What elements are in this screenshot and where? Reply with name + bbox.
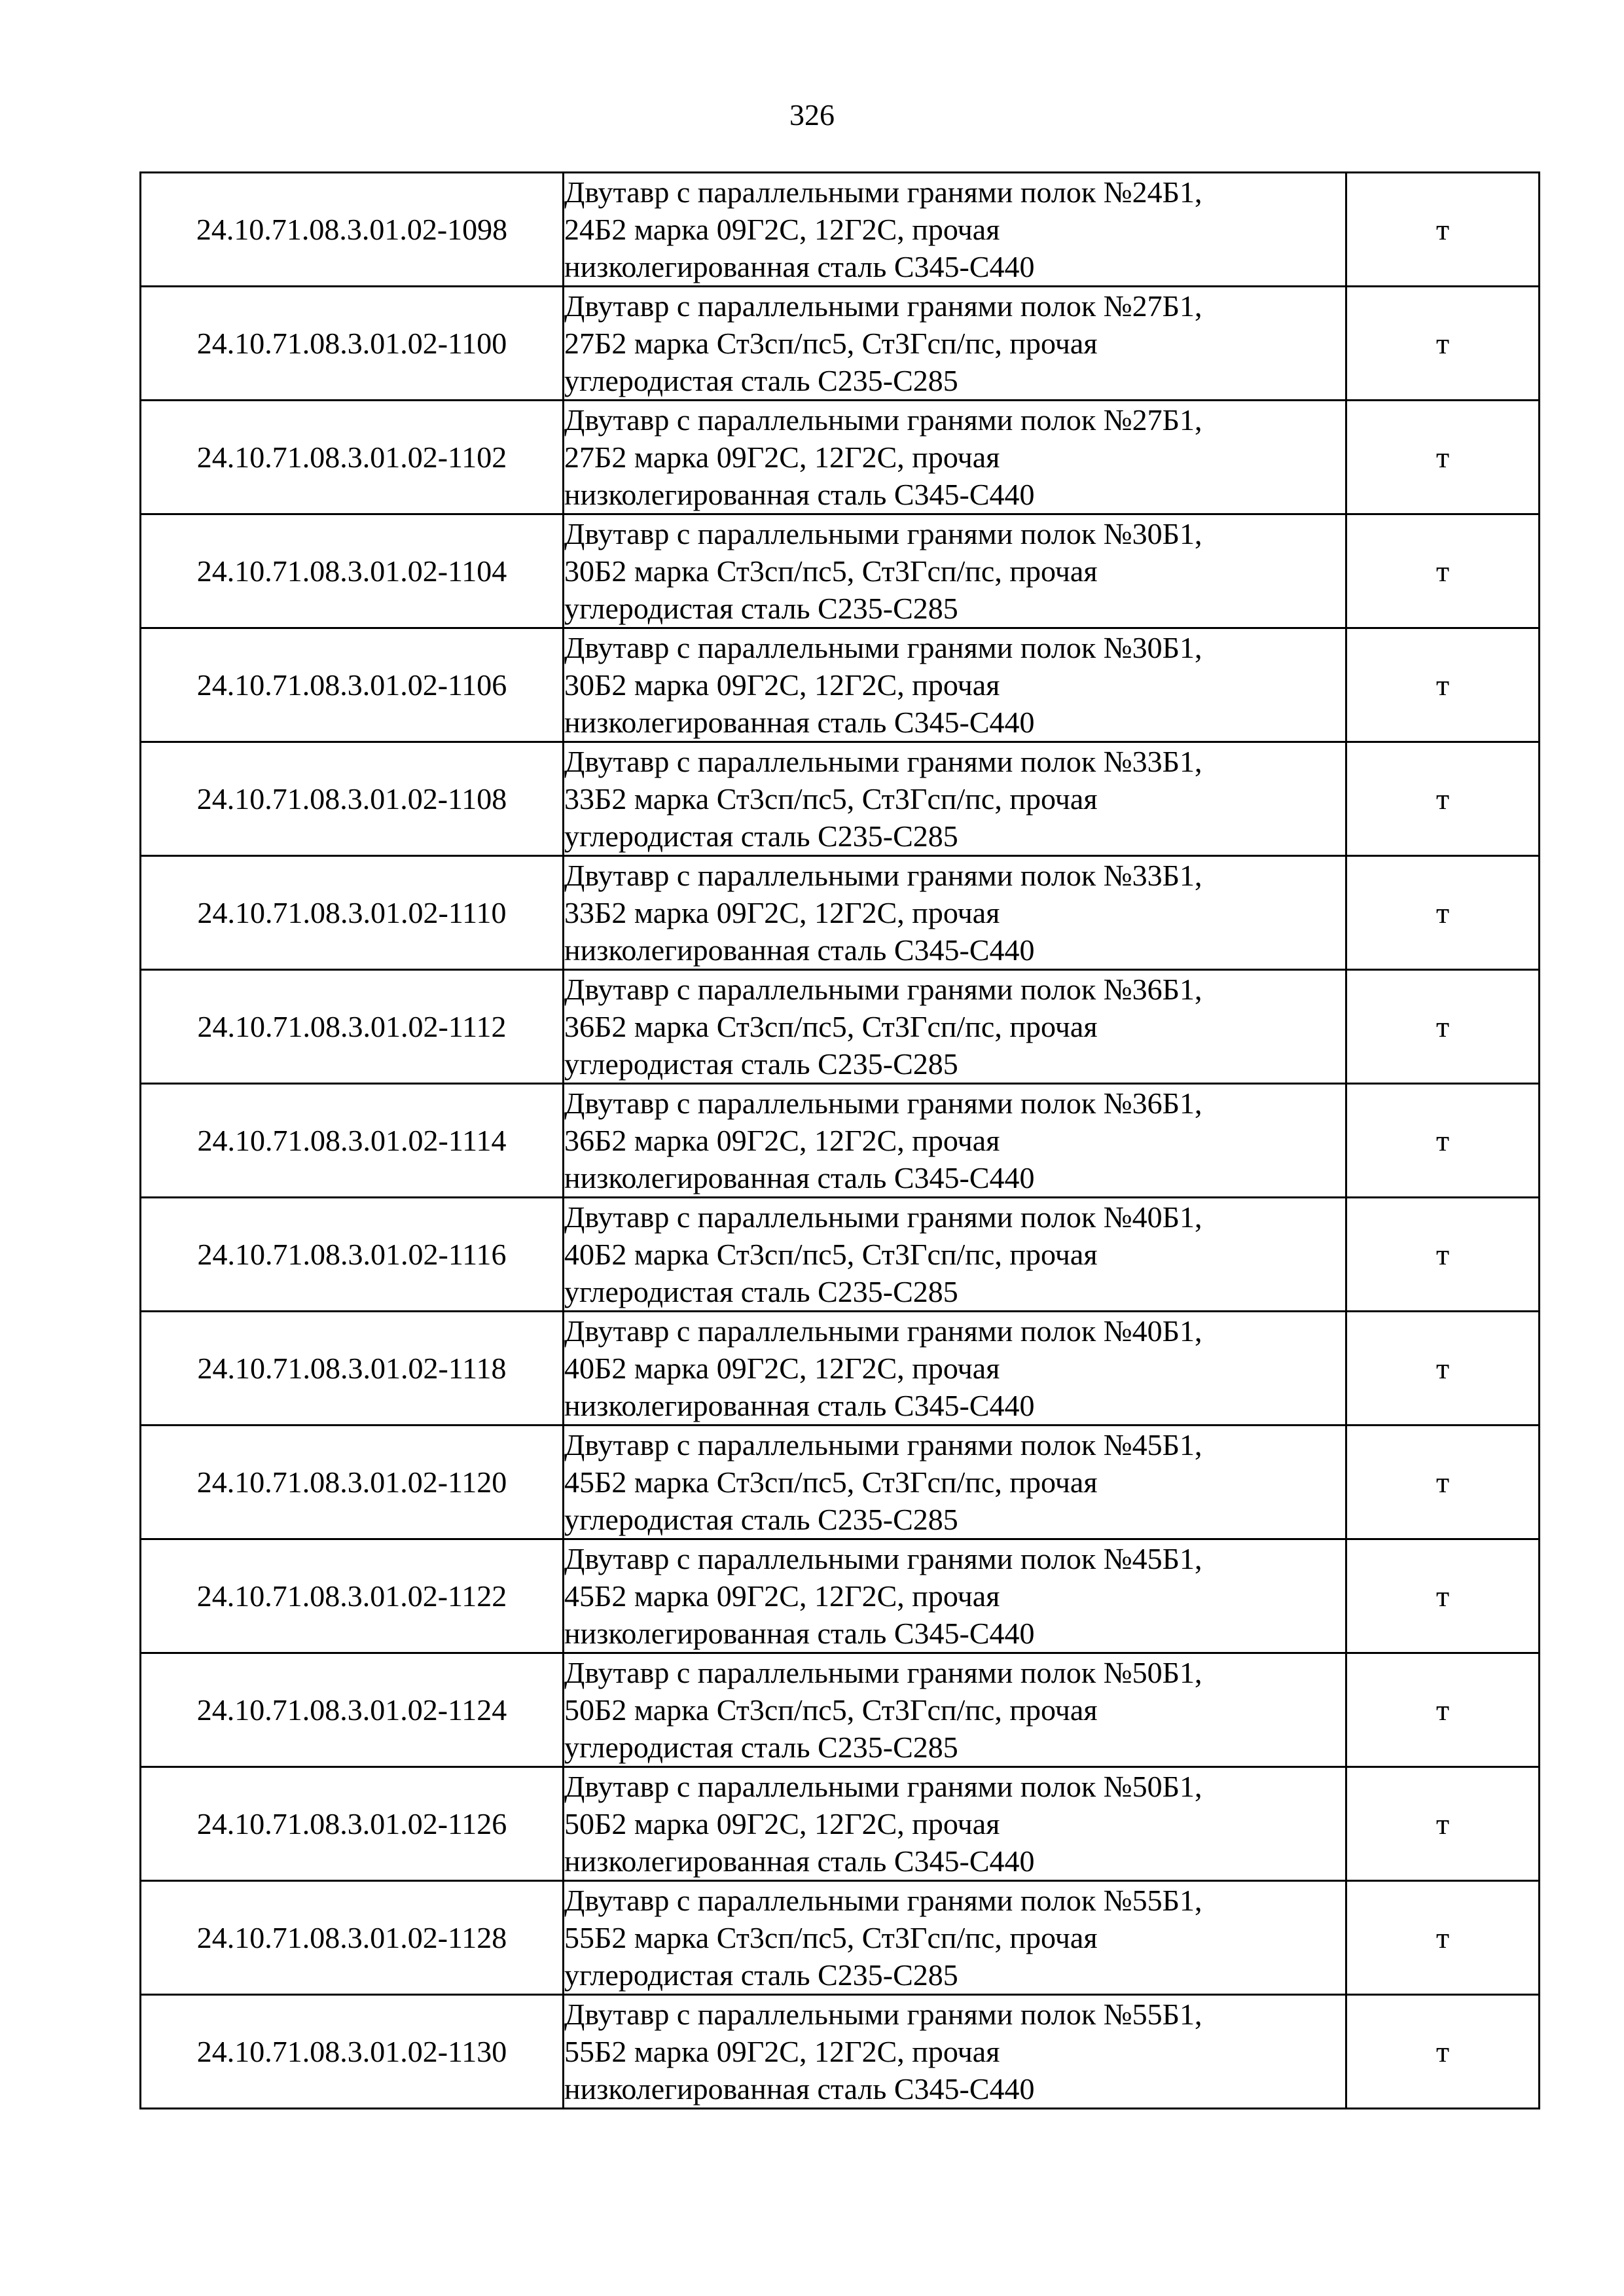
resource-table — [139, 171, 1540, 2109]
resource-name-cell — [564, 1995, 1346, 2109]
unit-cell: т — [1346, 1084, 1540, 1198]
resource-name-cell — [564, 514, 1346, 628]
resource-name-line: углеродистая сталь С235-С285 — [564, 819, 958, 853]
resource-name-line: низколегированная сталь С345-С440 — [564, 1161, 1035, 1194]
resource-name-line: Двутавр с параллельными гранями полок №24Б1, — [564, 175, 1202, 209]
resource-name-line: Двутавр с параллельными гранями полок №55Б1, — [564, 1998, 1202, 2031]
unit-cell: т — [1346, 970, 1540, 1084]
table-row — [141, 173, 1540, 287]
resource-code-cell: 24.10.71.08.3.01.02-1108 — [141, 742, 564, 856]
resource-code-cell: 24.10.71.08.3.01.02-1114 — [141, 1084, 564, 1198]
resource-name-line: Двутавр с параллельными гранями полок №50Б1, — [564, 1770, 1202, 1803]
resource-code-cell: 24.10.71.08.3.01.02-1118 — [141, 1312, 564, 1426]
resource-code-cell: 24.10.71.08.3.01.02-1098 — [141, 173, 564, 287]
table-row — [141, 1084, 1540, 1198]
resource-name-line: низколегированная сталь С345-С440 — [564, 250, 1035, 283]
resource-name-line: Двутавр с параллельными гранями полок №45Б1, — [564, 1542, 1202, 1575]
resource-name-line: Двутавр с параллельными гранями полок №33Б1, — [564, 859, 1202, 892]
table-row — [141, 856, 1540, 970]
table-row — [141, 287, 1540, 401]
resource-name-line: углеродистая сталь С235-С285 — [564, 1958, 958, 1992]
resource-name-line: низколегированная сталь С345-С440 — [564, 706, 1035, 739]
table-row — [141, 970, 1540, 1084]
table-body — [141, 173, 1540, 2109]
resource-name-cell — [564, 970, 1346, 1084]
resource-name-line: Двутавр с параллельными гранями полок №45Б1, — [564, 1428, 1202, 1462]
resource-name-line: 24Б2 марка 09Г2С, 12Г2С, прочая — [564, 213, 1000, 246]
page-number: 326 — [789, 98, 835, 132]
resource-name-line: Двутавр с параллельными гранями полок №36Б1, — [564, 1086, 1202, 1120]
resource-code-cell: 24.10.71.08.3.01.02-1110 — [141, 856, 564, 970]
resource-name-line: 30Б2 марка Ст3сп/пс5, Ст3Гсп/пс, прочая — [564, 554, 1098, 588]
resource-code-cell: 24.10.71.08.3.01.02-1116 — [141, 1198, 564, 1312]
resource-name-line: низколегированная сталь С345-С440 — [564, 933, 1035, 967]
table-row — [141, 1881, 1540, 1995]
resource-name-cell — [564, 287, 1346, 401]
resource-name-line: 30Б2 марка 09Г2С, 12Г2С, прочая — [564, 668, 1000, 702]
resource-name-line: углеродистая сталь С235-С285 — [564, 1503, 958, 1536]
resource-name-line: низколегированная сталь С345-С440 — [564, 1844, 1035, 1878]
resource-name-line: Двутавр с параллельными гранями полок №27Б1, — [564, 403, 1202, 437]
resource-name-line: 50Б2 марка Ст3сп/пс5, Ст3Гсп/пс, прочая — [564, 1693, 1098, 1727]
resource-name-cell — [564, 1881, 1346, 1995]
table-row — [141, 628, 1540, 742]
resource-name-line: 45Б2 марка 09Г2С, 12Г2С, прочая — [564, 1579, 1000, 1613]
resource-name-line: углеродистая сталь С235-С285 — [564, 1275, 958, 1308]
resource-code-cell: 24.10.71.08.3.01.02-1126 — [141, 1767, 564, 1881]
resource-name-line: 36Б2 марка Ст3сп/пс5, Ст3Гсп/пс, прочая — [564, 1010, 1098, 1043]
unit-cell: т — [1346, 856, 1540, 970]
resource-name-line: 55Б2 марка Ст3сп/пс5, Ст3Гсп/пс, прочая — [564, 1921, 1098, 1954]
resource-name-line: Двутавр с параллельными гранями полок №40Б1, — [564, 1200, 1202, 1234]
resource-code-cell: 24.10.71.08.3.01.02-1104 — [141, 514, 564, 628]
unit-cell: т — [1346, 1881, 1540, 1995]
resource-name-line: 33Б2 марка Ст3сп/пс5, Ст3Гсп/пс, прочая — [564, 782, 1098, 816]
table-row — [141, 401, 1540, 514]
resource-code-cell: 24.10.71.08.3.01.02-1112 — [141, 970, 564, 1084]
resource-name-line: 36Б2 марка 09Г2С, 12Г2С, прочая — [564, 1124, 1000, 1157]
resource-name-cell — [564, 1653, 1346, 1767]
table-row — [141, 1539, 1540, 1653]
unit-cell: т — [1346, 742, 1540, 856]
resource-name-cell — [564, 173, 1346, 287]
unit-cell: т — [1346, 1653, 1540, 1767]
resource-name-cell — [564, 742, 1346, 856]
resource-name-line: 55Б2 марка 09Г2С, 12Г2С, прочая — [564, 2035, 1000, 2068]
table-row — [141, 1198, 1540, 1312]
resource-code-cell: 24.10.71.08.3.01.02-1124 — [141, 1653, 564, 1767]
resource-name-line: Двутавр с параллельными гранями полок №40Б1, — [564, 1314, 1202, 1348]
resource-code-cell: 24.10.71.08.3.01.02-1122 — [141, 1539, 564, 1653]
resource-code-cell: 24.10.71.08.3.01.02-1120 — [141, 1426, 564, 1539]
resource-name-cell — [564, 628, 1346, 742]
resource-code-cell: 24.10.71.08.3.01.02-1102 — [141, 401, 564, 514]
unit-cell: т — [1346, 514, 1540, 628]
resource-name-line: углеродистая сталь С235-С285 — [564, 592, 958, 625]
unit-cell: т — [1346, 628, 1540, 742]
table-row — [141, 1995, 1540, 2109]
resource-name-cell — [564, 1084, 1346, 1198]
resource-name-line: Двутавр с параллельными гранями полок №33Б1, — [564, 745, 1202, 778]
table-row — [141, 742, 1540, 856]
resource-name-line: углеродистая сталь С235-С285 — [564, 364, 958, 397]
resource-name-line: низколегированная сталь С345-С440 — [564, 478, 1035, 511]
resource-code-cell: 24.10.71.08.3.01.02-1128 — [141, 1881, 564, 1995]
resource-code-cell: 24.10.71.08.3.01.02-1130 — [141, 1995, 564, 2109]
table-row — [141, 1767, 1540, 1881]
resource-name-line: углеродистая сталь С235-С285 — [564, 1731, 958, 1764]
resource-name-line: низколегированная сталь С345-С440 — [564, 2072, 1035, 2106]
resource-name-line: Двутавр с параллельными гранями полок №30Б1, — [564, 517, 1202, 550]
resource-name-line: 33Б2 марка 09Г2С, 12Г2С, прочая — [564, 896, 1000, 929]
resource-name-line: 45Б2 марка Ст3сп/пс5, Ст3Гсп/пс, прочая — [564, 1465, 1098, 1499]
resource-name-line: Двутавр с параллельными гранями полок №36Б1, — [564, 973, 1202, 1006]
unit-cell: т — [1346, 173, 1540, 287]
resource-name-cell — [564, 856, 1346, 970]
resource-name-cell — [564, 1312, 1346, 1426]
unit-cell: т — [1346, 401, 1540, 514]
unit-cell: т — [1346, 1995, 1540, 2109]
unit-cell: т — [1346, 1312, 1540, 1426]
table-row — [141, 514, 1540, 628]
resource-name-cell — [564, 1539, 1346, 1653]
unit-cell: т — [1346, 1198, 1540, 1312]
table-row — [141, 1426, 1540, 1539]
resource-name-cell — [564, 1767, 1346, 1881]
resource-name-cell — [564, 1426, 1346, 1539]
resource-name-line: Двутавр с параллельными гранями полок №55Б1, — [564, 1884, 1202, 1917]
resource-name-line: 27Б2 марка Ст3сп/пс5, Ст3Гсп/пс, прочая — [564, 327, 1098, 360]
unit-cell: т — [1346, 1426, 1540, 1539]
resource-name-line: 27Б2 марка 09Г2С, 12Г2С, прочая — [564, 440, 1000, 474]
unit-cell: т — [1346, 1767, 1540, 1881]
resource-name-cell — [564, 401, 1346, 514]
unit-cell: т — [1346, 1539, 1540, 1653]
resource-name-line: Двутавр с параллельными гранями полок №27Б1, — [564, 289, 1202, 323]
resource-name-line: 50Б2 марка 09Г2С, 12Г2С, прочая — [564, 1807, 1000, 1840]
resource-name-line: 40Б2 марка Ст3сп/пс5, Ст3Гсп/пс, прочая — [564, 1238, 1098, 1271]
table-row — [141, 1653, 1540, 1767]
resource-name-line: 40Б2 марка 09Г2С, 12Г2С, прочая — [564, 1352, 1000, 1385]
resource-name-line: углеродистая сталь С235-С285 — [564, 1047, 958, 1081]
table-row — [141, 1312, 1540, 1426]
resource-name-cell — [564, 1198, 1346, 1312]
resource-name-line: Двутавр с параллельными гранями полок №30Б1, — [564, 631, 1202, 664]
unit-cell: т — [1346, 287, 1540, 401]
resource-name-line: Двутавр с параллельными гранями полок №50Б1, — [564, 1656, 1202, 1689]
resource-code-cell: 24.10.71.08.3.01.02-1100 — [141, 287, 564, 401]
resource-name-line: низколегированная сталь С345-С440 — [564, 1617, 1035, 1650]
resource-name-line: низколегированная сталь С345-С440 — [564, 1389, 1035, 1422]
resource-code-cell: 24.10.71.08.3.01.02-1106 — [141, 628, 564, 742]
